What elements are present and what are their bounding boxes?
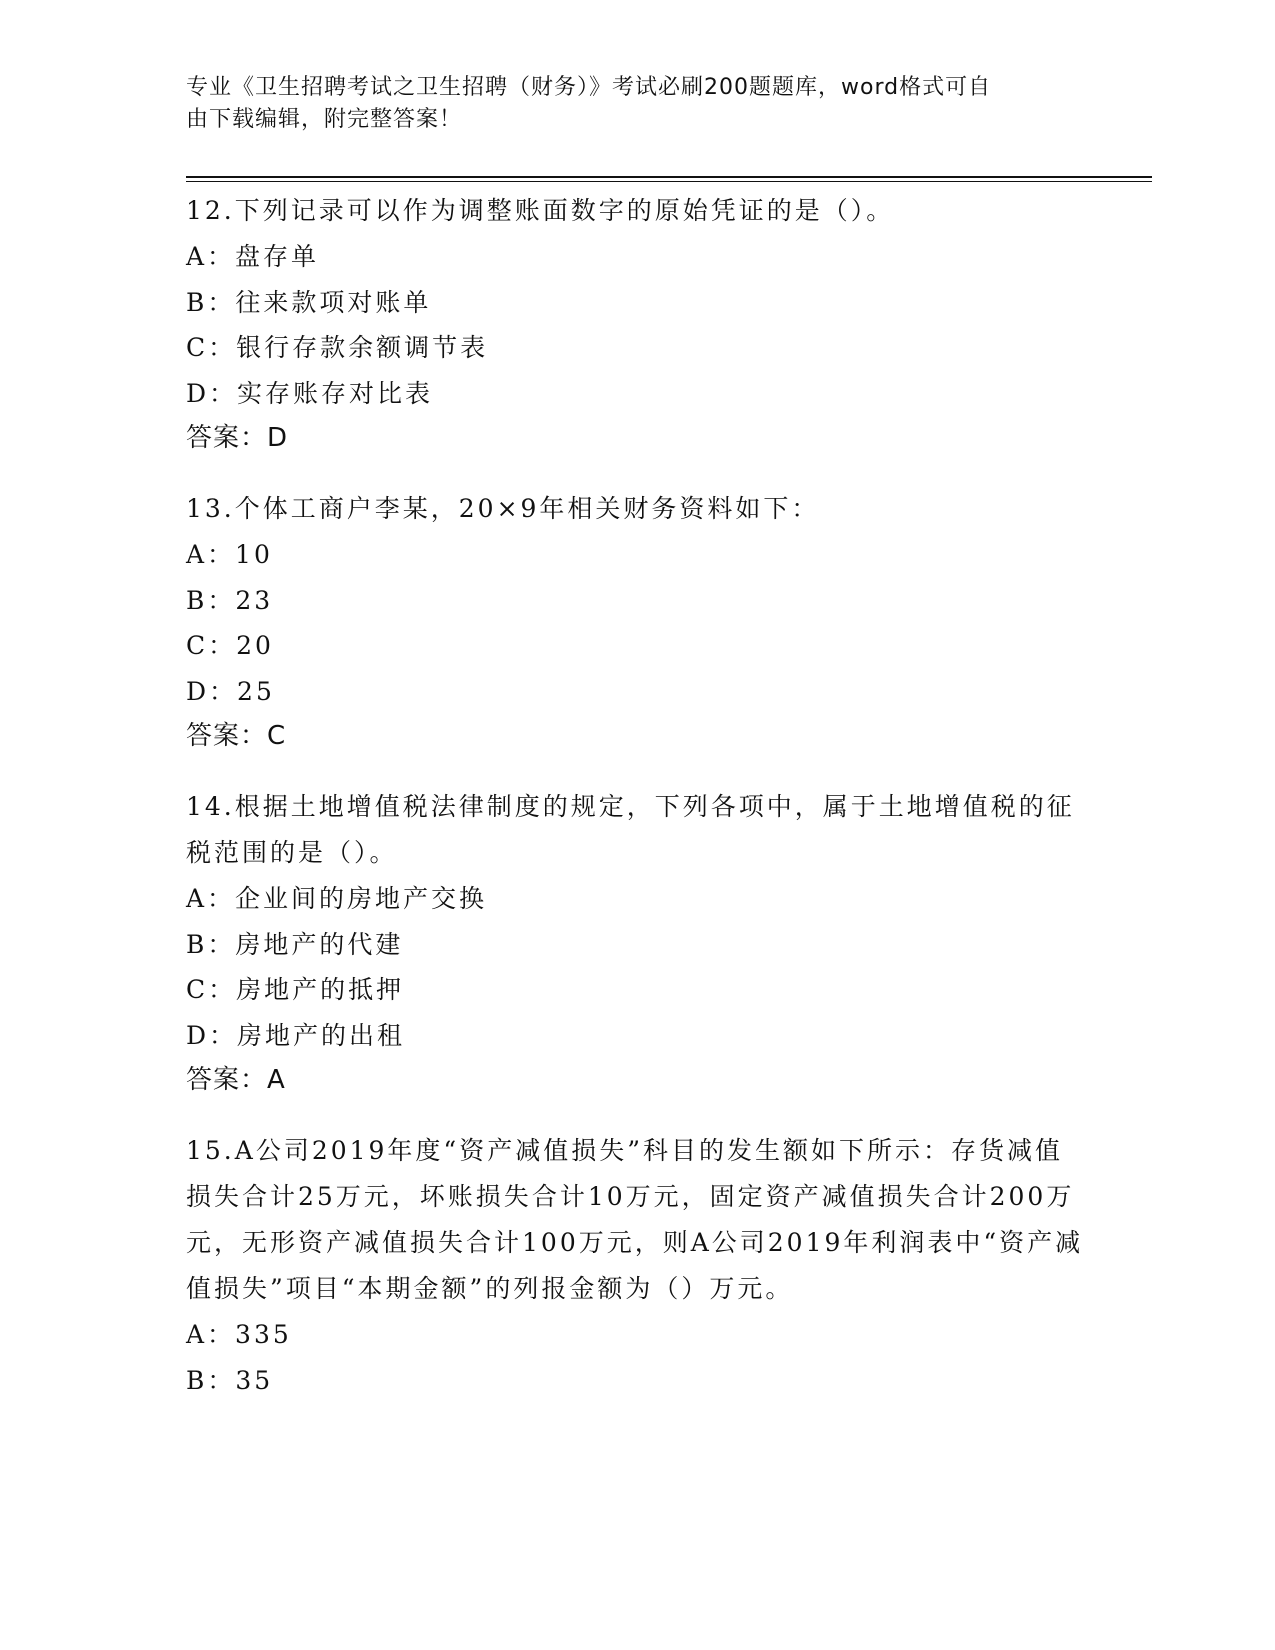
answer: 答案：C [186,721,287,751]
answer: 答案：A [186,1065,286,1095]
option-a: A：盘存单 [186,242,320,271]
option-b: B：往来款项对账单 [186,287,432,317]
question-text: 12.下列记录可以作为调整账面数字的原始凭证的是（）。 [186,196,895,225]
header-line-1: 专业《卫生招聘考试之卫生招聘（财务）》考试必刷200题题库，word格式可自 [186,75,992,100]
header-rule-thick [186,176,1152,178]
option-a: A：10 [186,540,273,569]
header-rule-thin [186,181,1152,182]
option-b: B：35 [186,1365,274,1395]
option-c: C：房地产的抵押 [186,975,405,1004]
question-12 [186,188,1086,460]
option-d: D：实存账存对比表 [186,378,434,408]
option-c: C：银行存款余额调节表 [186,333,489,362]
question-14 [186,784,1086,1102]
question-list [186,188,1086,1429]
option-b: B：房地产的代建 [186,929,404,959]
question-15 [186,1128,1086,1403]
question-text: 15.A公司2019年度“资产减值损失”科目的发生额如下所示：存货减值损失合计25万元，坏账损失合计10万元，固定资产减值损失合计200万元，无形资产减值损失合计100万元，则A公司2019年利润表中“资产减值损失”项目“本期金额”的列报金额为（）万元。 [186,1136,1084,1303]
option-d: D：25 [186,676,275,706]
answer: 答案：D [186,423,289,453]
option-c: C：20 [186,631,274,660]
option-a: A：企业间的房地产交换 [186,884,488,913]
question-text: 13.个体工商户李某，20×9年相关财务资料如下： [186,494,820,523]
option-a: A：335 [186,1320,292,1349]
option-d: D：房地产的出租 [186,1020,406,1050]
header-line-2: 由下载编辑，附完整答案！ [186,107,463,132]
question-text: 14.根据土地增值税法律制度的规定，下列各项中，属于土地增值税的征税范围的是（）。 [186,792,1075,867]
document-header [186,72,1086,136]
option-b: B：23 [186,585,274,615]
question-13 [186,486,1086,758]
